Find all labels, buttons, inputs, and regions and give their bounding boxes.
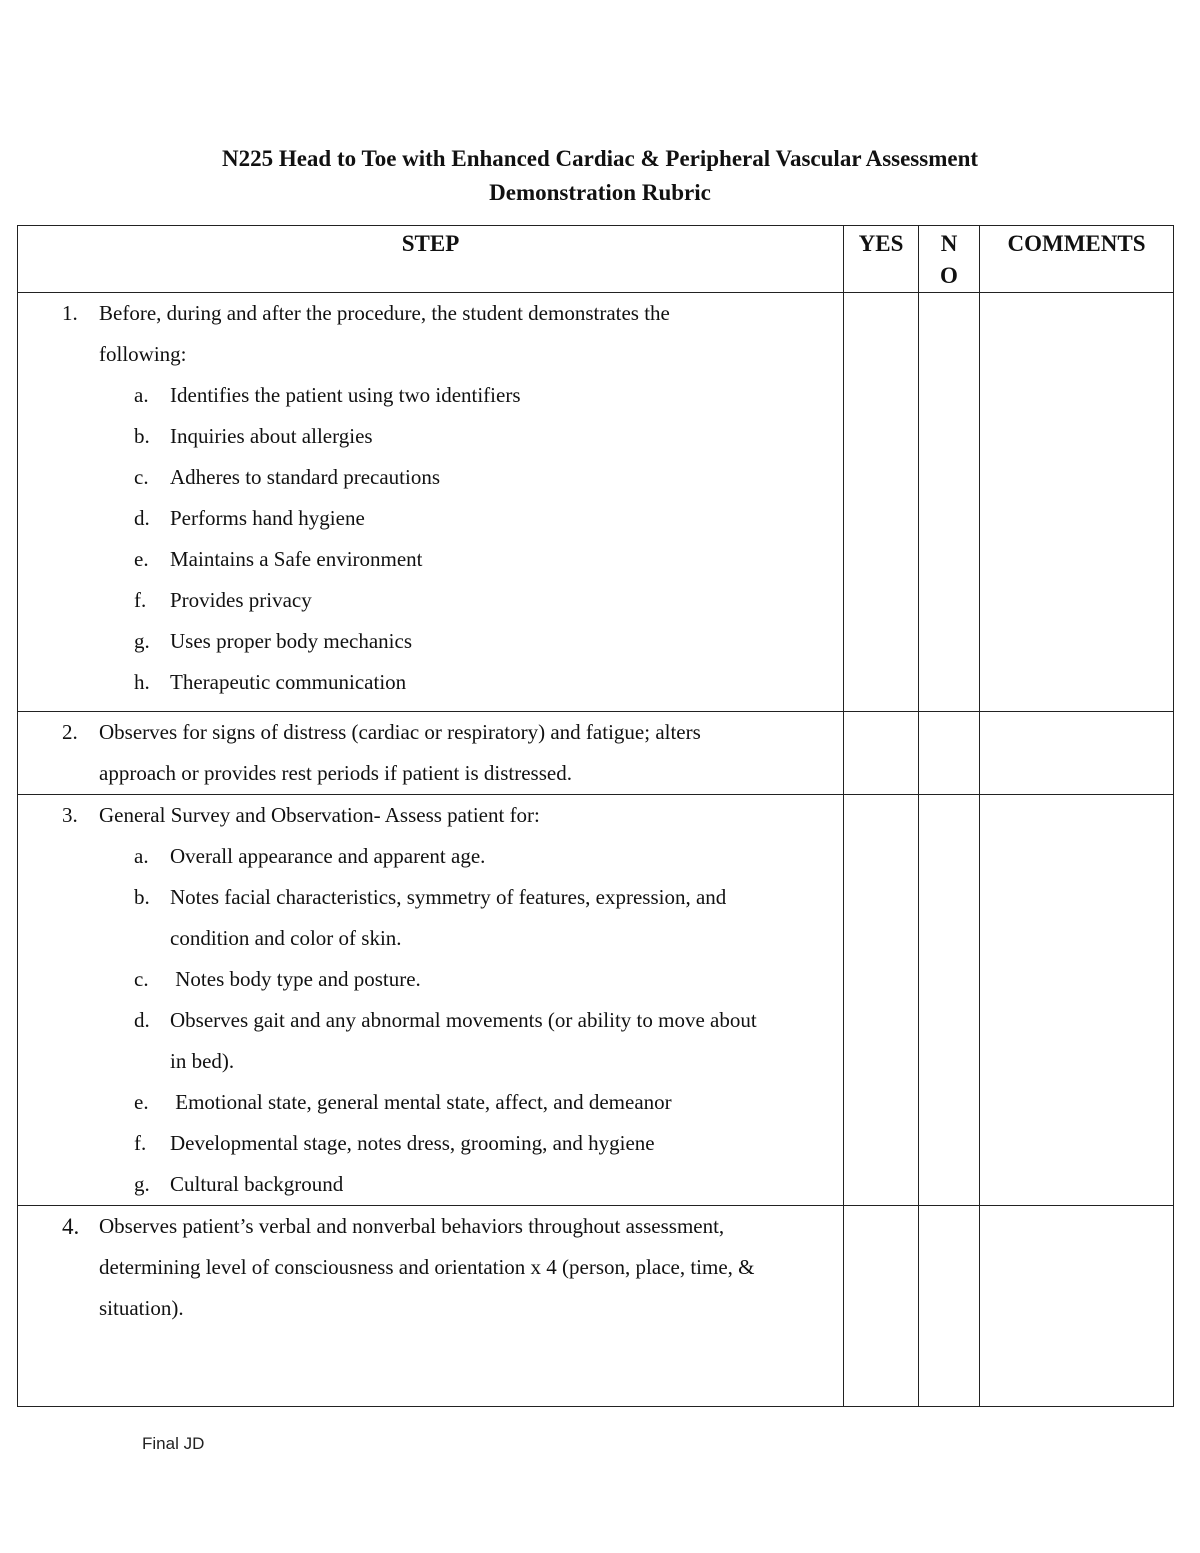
step-line: [18, 293, 843, 334]
table-row: [18, 293, 1174, 712]
header-no: [919, 226, 980, 293]
step-text: General Survey and Observation- Assess patient for:: [99, 803, 540, 827]
step-text: Observes for signs of distress (cardiac or respiratory) and fatigue; alters: [99, 720, 701, 744]
sub-item-text: condition and color of skin.: [170, 926, 402, 950]
step-cell: [18, 1206, 844, 1407]
sub-item-text: Emotional state, general mental state, affect, and demeanor: [170, 1090, 672, 1114]
sub-item-continuation: [18, 1041, 843, 1082]
sub-item: [18, 877, 843, 918]
step-text: following:: [99, 342, 187, 366]
sub-item-letter: e.: [134, 547, 149, 571]
sub-item-text: Performs hand hygiene: [170, 506, 365, 530]
sub-item-letter: d.: [134, 1008, 150, 1032]
step-text: determining level of consciousness and orientation x 4 (person, place, time, &: [99, 1255, 755, 1279]
sub-item-letter: g.: [134, 1172, 150, 1196]
step-line: [18, 712, 843, 753]
step-text: Before, during and after the procedure, the student demonstrates the: [99, 301, 670, 325]
step-line: [18, 1206, 843, 1247]
sub-item-letter: h.: [134, 670, 150, 694]
sub-item-letter: c.: [134, 465, 149, 489]
sub-item-text: Adheres to standard precautions: [170, 465, 440, 489]
step-number: 3.: [62, 803, 78, 827]
table-row: [18, 1206, 1174, 1407]
sub-item: [18, 836, 843, 877]
comments-cell[interactable]: [980, 712, 1174, 795]
header-yes: YES: [844, 226, 919, 293]
sub-item-letter: e.: [134, 1090, 149, 1114]
header-step: STEP: [18, 226, 844, 293]
sub-item: [18, 1000, 843, 1041]
sub-item-letter: b.: [134, 424, 150, 448]
step-line: [18, 795, 843, 836]
no-cell[interactable]: [919, 795, 980, 1206]
page-title: [0, 142, 1200, 210]
sub-item-text: Identifies the patient using two identifiers: [170, 383, 521, 407]
step-line: [18, 753, 843, 794]
step-text: situation).: [99, 1296, 184, 1320]
comments-cell[interactable]: [980, 1206, 1174, 1407]
sub-item-letter: b.: [134, 885, 150, 909]
step-cell: [18, 795, 844, 1206]
header-row: [18, 226, 1174, 293]
step-line: [18, 1288, 843, 1329]
step-line: [18, 334, 843, 375]
step-text: Observes patient’s verbal and nonverbal behaviors throughout assessment,: [99, 1214, 725, 1238]
yes-cell[interactable]: [844, 293, 919, 712]
step-cell: [18, 293, 844, 712]
sub-item-text: Overall appearance and apparent age.: [170, 844, 486, 868]
footer-note: Final JD: [142, 1434, 205, 1453]
no-cell[interactable]: [919, 293, 980, 712]
sub-item-letter: g.: [134, 629, 150, 653]
step-text: approach or provides rest periods if patient is distressed.: [99, 761, 572, 785]
no-cell[interactable]: [919, 1206, 980, 1407]
sub-item-text: Provides privacy: [170, 588, 312, 612]
comments-cell[interactable]: [980, 293, 1174, 712]
table-row: [18, 712, 1174, 795]
yes-cell[interactable]: [844, 712, 919, 795]
sub-item-letter: a.: [134, 844, 149, 868]
table-row: [18, 795, 1174, 1206]
title-line-1: N225 Head to Toe with Enhanced Cardiac & Peripheral Vascular Assessment: [221, 146, 979, 171]
sub-item-letter: c.: [134, 967, 149, 991]
sub-item-text: Notes body type and posture.: [170, 967, 421, 991]
yes-cell[interactable]: [844, 1206, 919, 1407]
rubric-table: [17, 225, 1174, 1407]
yes-cell[interactable]: [844, 795, 919, 1206]
sub-item-text: Maintains a Safe environment: [170, 547, 423, 571]
sub-item-letter: f.: [134, 1131, 147, 1155]
sub-item-letter: f.: [134, 588, 147, 612]
sub-item-text: Therapeutic communication: [170, 670, 407, 694]
sub-item: [18, 539, 843, 580]
sub-item-text: Cultural background: [170, 1172, 344, 1196]
sub-item: [18, 457, 843, 498]
sub-item: [18, 959, 843, 1000]
no-cell[interactable]: [919, 712, 980, 795]
title-line-2: Demonstration Rubric: [489, 180, 711, 205]
sub-item: [18, 1164, 843, 1205]
sub-item-text: Observes gait and any abnormal movements (or ability to move about: [170, 1008, 757, 1032]
sub-item-continuation: [18, 918, 843, 959]
sub-item: [18, 621, 843, 662]
header-no-line-1: N: [940, 231, 958, 256]
sub-item-text: Uses proper body mechanics: [170, 629, 413, 653]
sub-item-text: Developmental stage, notes dress, grooming, and hygiene: [170, 1131, 655, 1155]
sub-item-text: in bed).: [170, 1049, 235, 1073]
sub-item: [18, 662, 843, 703]
sub-item: [18, 1082, 843, 1123]
step-line: [18, 1247, 843, 1288]
sub-item: [18, 580, 843, 621]
sub-item-text: Notes facial characteristics, symmetry of features, expression, and: [170, 885, 727, 909]
sub-item-text: Inquiries about allergies: [170, 424, 373, 448]
sub-item: [18, 1123, 843, 1164]
comments-cell[interactable]: [980, 795, 1174, 1206]
sub-item: [18, 375, 843, 416]
header-no-line-2: O: [940, 263, 958, 288]
sub-item-letter: d.: [134, 506, 150, 530]
step-number: 4.: [62, 1214, 80, 1239]
sub-item: [18, 416, 843, 457]
sub-item: [18, 498, 843, 539]
step-cell: [18, 712, 844, 795]
sub-item-letter: a.: [134, 383, 149, 407]
step-number: 1.: [62, 301, 78, 325]
header-comments: COMMENTS: [980, 226, 1174, 293]
step-number: 2.: [62, 720, 78, 744]
